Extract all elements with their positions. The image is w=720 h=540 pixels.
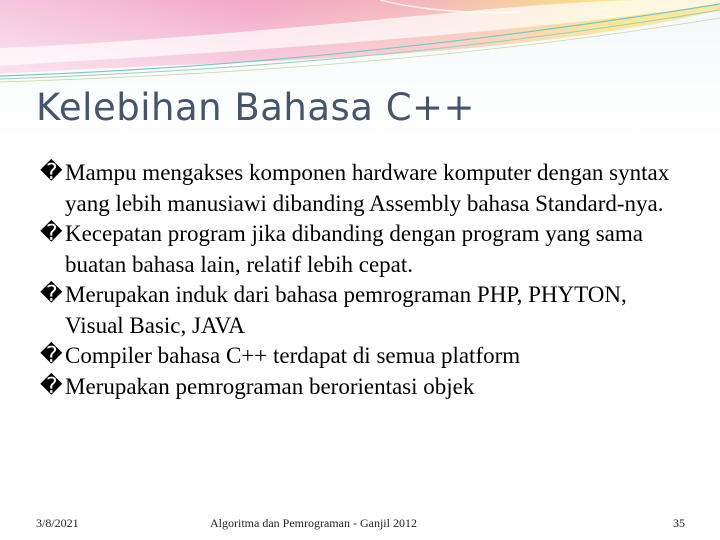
bullet-text: Kecepatan program jika dibanding dengan program yang sama buatan bahasa lain, relatif lebih cepat. bbox=[65, 221, 643, 277]
bullet-item bbox=[40, 280, 670, 341]
bullet-glyph-icon: � bbox=[40, 160, 63, 185]
header-banner bbox=[0, 0, 720, 90]
bullet-item bbox=[40, 341, 670, 372]
footer-page-number: 35 bbox=[673, 516, 685, 530]
bullet-glyph-icon: � bbox=[40, 343, 63, 368]
bullet-text: Compiler bahasa C++ terdapat di semua platform bbox=[65, 343, 521, 368]
bullet-item bbox=[40, 158, 670, 219]
bullet-glyph-icon: � bbox=[40, 282, 63, 307]
bullet-item bbox=[40, 372, 670, 403]
bullet-item bbox=[40, 219, 670, 280]
footer-date: 3/8/2021 bbox=[36, 516, 79, 530]
bullet-list bbox=[40, 158, 670, 402]
bullet-text: Mampu mengakses komponen hardware komputer dengan syntax yang lebih manusiawi dibanding Assembly bahasa Standard-nya. bbox=[65, 160, 670, 216]
footer-course-name: Algoritma dan Pemrograman - Ganjil 2012 bbox=[210, 516, 417, 530]
bullet-text: Merupakan pemrograman berorientasi objek bbox=[65, 373, 475, 399]
slide-title: Kelebihan Bahasa C++ bbox=[36, 86, 476, 129]
bullet-glyph-icon: � bbox=[40, 221, 63, 246]
bullet-text: Merupakan induk dari bahasa pemrograman PHP, PHYTON, Visual Basic, JAVA bbox=[65, 282, 627, 338]
bullet-glyph-icon: � bbox=[40, 373, 63, 399]
